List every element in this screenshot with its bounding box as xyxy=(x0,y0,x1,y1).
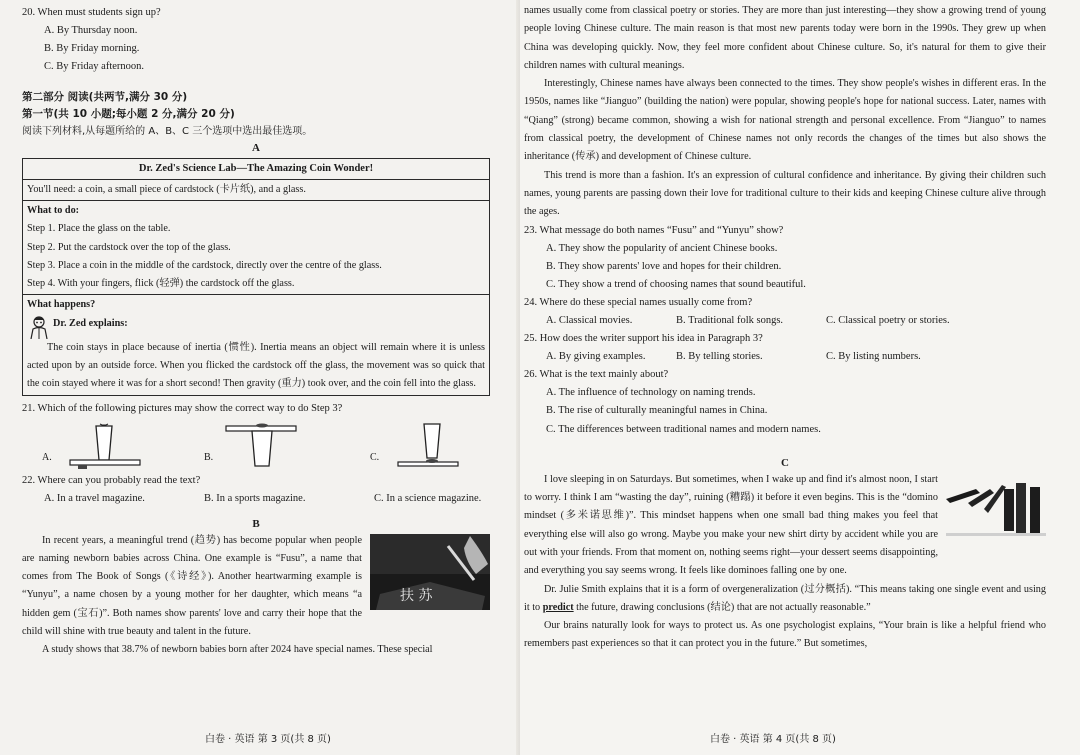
q25-option-b: B. By telling stories. xyxy=(676,351,763,363)
q21-label-b: B. xyxy=(204,451,214,463)
q23-stem: 23. What message do both names “Fusu” and “Yunyu” show? xyxy=(524,224,784,236)
what-happens-heading: What happens? xyxy=(27,299,96,311)
passage-c-paragraph-2 xyxy=(524,581,1046,618)
calligraphy-photo xyxy=(370,534,490,610)
q21-picture-c xyxy=(388,422,468,472)
right-page-footer: 白卷 · 英语 第 4 页(共 8 页) xyxy=(710,734,836,745)
q25-option-c: C. By listing numbers. xyxy=(826,351,921,363)
q21-picture-a xyxy=(64,422,144,472)
q25-stem: 25. How does the writer support his idea in Paragraph 3? xyxy=(524,333,763,345)
q21-label-a: A. xyxy=(42,451,52,463)
lab-explanation: The coin stays in place because of inertia (惯性). Inertia means an object will remain where it is unless acted upon by an outside force. When you flicked the cardstock off the glass, the movement was so quick that the coin stayed where it was for a short second! Then gravity (重力) took over, and the coin fell into the glass. xyxy=(27,341,485,390)
svg-text:扶 苏: 扶 苏 xyxy=(400,587,433,604)
passage-b-letter: B xyxy=(252,517,260,530)
what-to-do-heading: What to do: xyxy=(27,204,80,216)
scientist-icon xyxy=(27,315,53,339)
passage-b-paragraph-3: Interestingly, Chinese names have always been connected to the times. They show people's wishes in different eras. In the 1950s, names like “Jianguo” (building the nation) were popular, showing people's hope for national success. Later, names with “Qiang” (strong) became common, showing a wish for national strength and personal excellence. From “Jianguo” to names from classical poetry, the development of Chinese names not only records the changes of the times but also shows the inheritance (传承) and development of Chinese culture. xyxy=(524,78,1046,163)
q21-pictures xyxy=(22,422,490,472)
passage-b-paragraph-4: This trend is more than a fashion. It's an expression of cultural confidence and inheritance. By giving their children such names, young parents are passing down their love for traditional culture to their kids and keeping Chinese culture alive through the ages. xyxy=(524,169,1046,218)
passage-a-letter: A xyxy=(252,141,260,154)
q25-options xyxy=(524,348,1046,366)
passage-b-paragraph-2-start: A study shows that 38.7% of newborn babies born after 2024 have special names. These special xyxy=(42,644,433,656)
q22-option-a: A. In a travel magazine. xyxy=(44,492,145,504)
passage-b-paragraph-1: In recent years, a meaningful trend (趋势) has become popular when people are naming newborn babies across China. One example is “Fusu”, a name that comes from The Book of Songs (《诗经》). Another heartwarming example is “Yunyu”, a name chosen by a young mother for her daughter, which means “a hidden gem (宝石)”. Both names show parents' love and carry their hope that the child will shine with true beauty and talent in the future. xyxy=(22,534,362,638)
science-lab-box xyxy=(22,158,490,396)
q22-option-c: C. In a science magazine. xyxy=(374,492,482,504)
dominoes-photo xyxy=(946,473,1046,545)
q20-option-a: A. By Thursday noon. xyxy=(44,25,138,36)
lab-explanation-section xyxy=(23,295,489,394)
lab-steps xyxy=(23,201,489,295)
q23-option-b: B. They show parents' love and hopes for their children. xyxy=(546,260,782,272)
q24-option-a: A. Classical movies. xyxy=(546,315,633,327)
q23-option-c: C. They show a trend of choosing names that sound beautiful. xyxy=(546,278,806,290)
predict-word: predict xyxy=(542,601,574,613)
q24-stem: 24. Where do these special names usually come from? xyxy=(524,297,753,309)
right-page xyxy=(520,0,1080,755)
lab-step-3: Step 3. Place a coin in the middle of the cardstock, directly over the centre of the glass. xyxy=(27,259,382,271)
q26-stem: 26. What is the text mainly about? xyxy=(524,369,669,381)
q21-stem: 21. Which of the following pictures may show the correct way to do Step 3? xyxy=(22,402,343,414)
q26-option-b: B. The rise of culturally meaningful names in China. xyxy=(546,405,768,417)
passage-c-letter: C xyxy=(781,456,789,469)
passage-c-paragraph-2-part-b: the future, drawing conclusions (结论) that are not actually reasonable.” xyxy=(576,601,871,613)
left-page-footer: 白卷 · 英语 第 3 页(共 8 页) xyxy=(205,734,331,745)
q20-stem: 20. When must students sign up? xyxy=(22,7,161,18)
q24-options xyxy=(524,312,1046,330)
part2-heading: 第二部分 阅读(共两节,满分 30 分) xyxy=(22,90,188,103)
q22-option-b: B. In a sports magazine. xyxy=(204,492,306,504)
section1-heading: 第一节(共 10 小题;每小题 2 分,满分 20 分) xyxy=(22,107,235,120)
instructions: 阅读下列材料,从每题所给的 A、B、C 三个选项中选出最佳选项。 xyxy=(22,125,313,137)
passage-c-paragraph-1: I love sleeping in on Saturdays. But sometimes, when I wake up and find it's almost noon, I start to worry. I think I am “wasting the day”, ruining (糟蹋) it before it even begins. This is the “domino mindset (多米诺思维)”. This mindset happens when one small bad thing makes you feel that everything else will also go wrong. Maybe you make your new shirt dirty by accident while you are out with your friends. From that moment on, nothing seems right—your dessert seems disappointing, and everything you say seems wrong. It feels like dominoes falling one by one. xyxy=(524,473,938,577)
q20-option-b: B. By Friday morning. xyxy=(44,43,140,55)
lab-need: You'll need: a coin, a small piece of cardstock (卡片纸), and a glass. xyxy=(23,180,489,201)
q24-option-c: C. Classical poetry or stories. xyxy=(826,315,950,327)
lab-step-2: Step 2. Put the cardstock over the top of the glass. xyxy=(27,241,231,253)
q21-label-c: C. xyxy=(370,451,380,463)
q21-picture-b xyxy=(222,422,302,472)
q20-option-c: C. By Friday afternoon. xyxy=(44,61,145,73)
q22-options xyxy=(22,490,490,508)
q25-option-a: A. By giving examples. xyxy=(546,351,646,363)
lab-step-1: Step 1. Place the glass on the table. xyxy=(27,223,171,235)
q26-option-a: A. The influence of technology on naming trends. xyxy=(546,387,756,399)
q24-option-b: B. Traditional folk songs. xyxy=(676,315,784,327)
lab-title: Dr. Zed's Science Lab—The Amazing Coin Wonder! xyxy=(23,159,489,180)
passage-c-paragraph-2-part-a: Dr. Julie Smith explains that it is a form of overgeneralization (过分概括). “This means taking one single event and using it to xyxy=(524,583,1046,613)
q22-stem: 22. Where can you probably read the text? xyxy=(22,474,201,486)
dr-zed-explains: Dr. Zed explains: xyxy=(53,317,128,329)
lab-step-4: Step 4. With your fingers, flick (轻弹) the cardstock off the glass. xyxy=(27,278,295,290)
q26-option-c: C. The differences between traditional names and modern names. xyxy=(546,423,821,435)
passage-b-continued: names usually come from classical poetry or stories. They are more than just interesting—they show a growing trend of young people loving Chinese culture. The main reason is that most new parents today were born in the 1990s. They grew up when China was developing quickly. Now, they feel more confident about Chinese culture. So, it's natural for them to give their children names with cultural meanings. xyxy=(524,5,1046,71)
passage-c-paragraph-3: Our brains naturally look for ways to protect us. As one psychologist explains, “Your brain is like a helpful friend who remembers past experiences so that it can protect you in the future.” But sometimes, xyxy=(524,620,1046,650)
left-page xyxy=(0,0,520,755)
q23-option-a: A. They show the popularity of ancient Chinese books. xyxy=(546,242,778,254)
